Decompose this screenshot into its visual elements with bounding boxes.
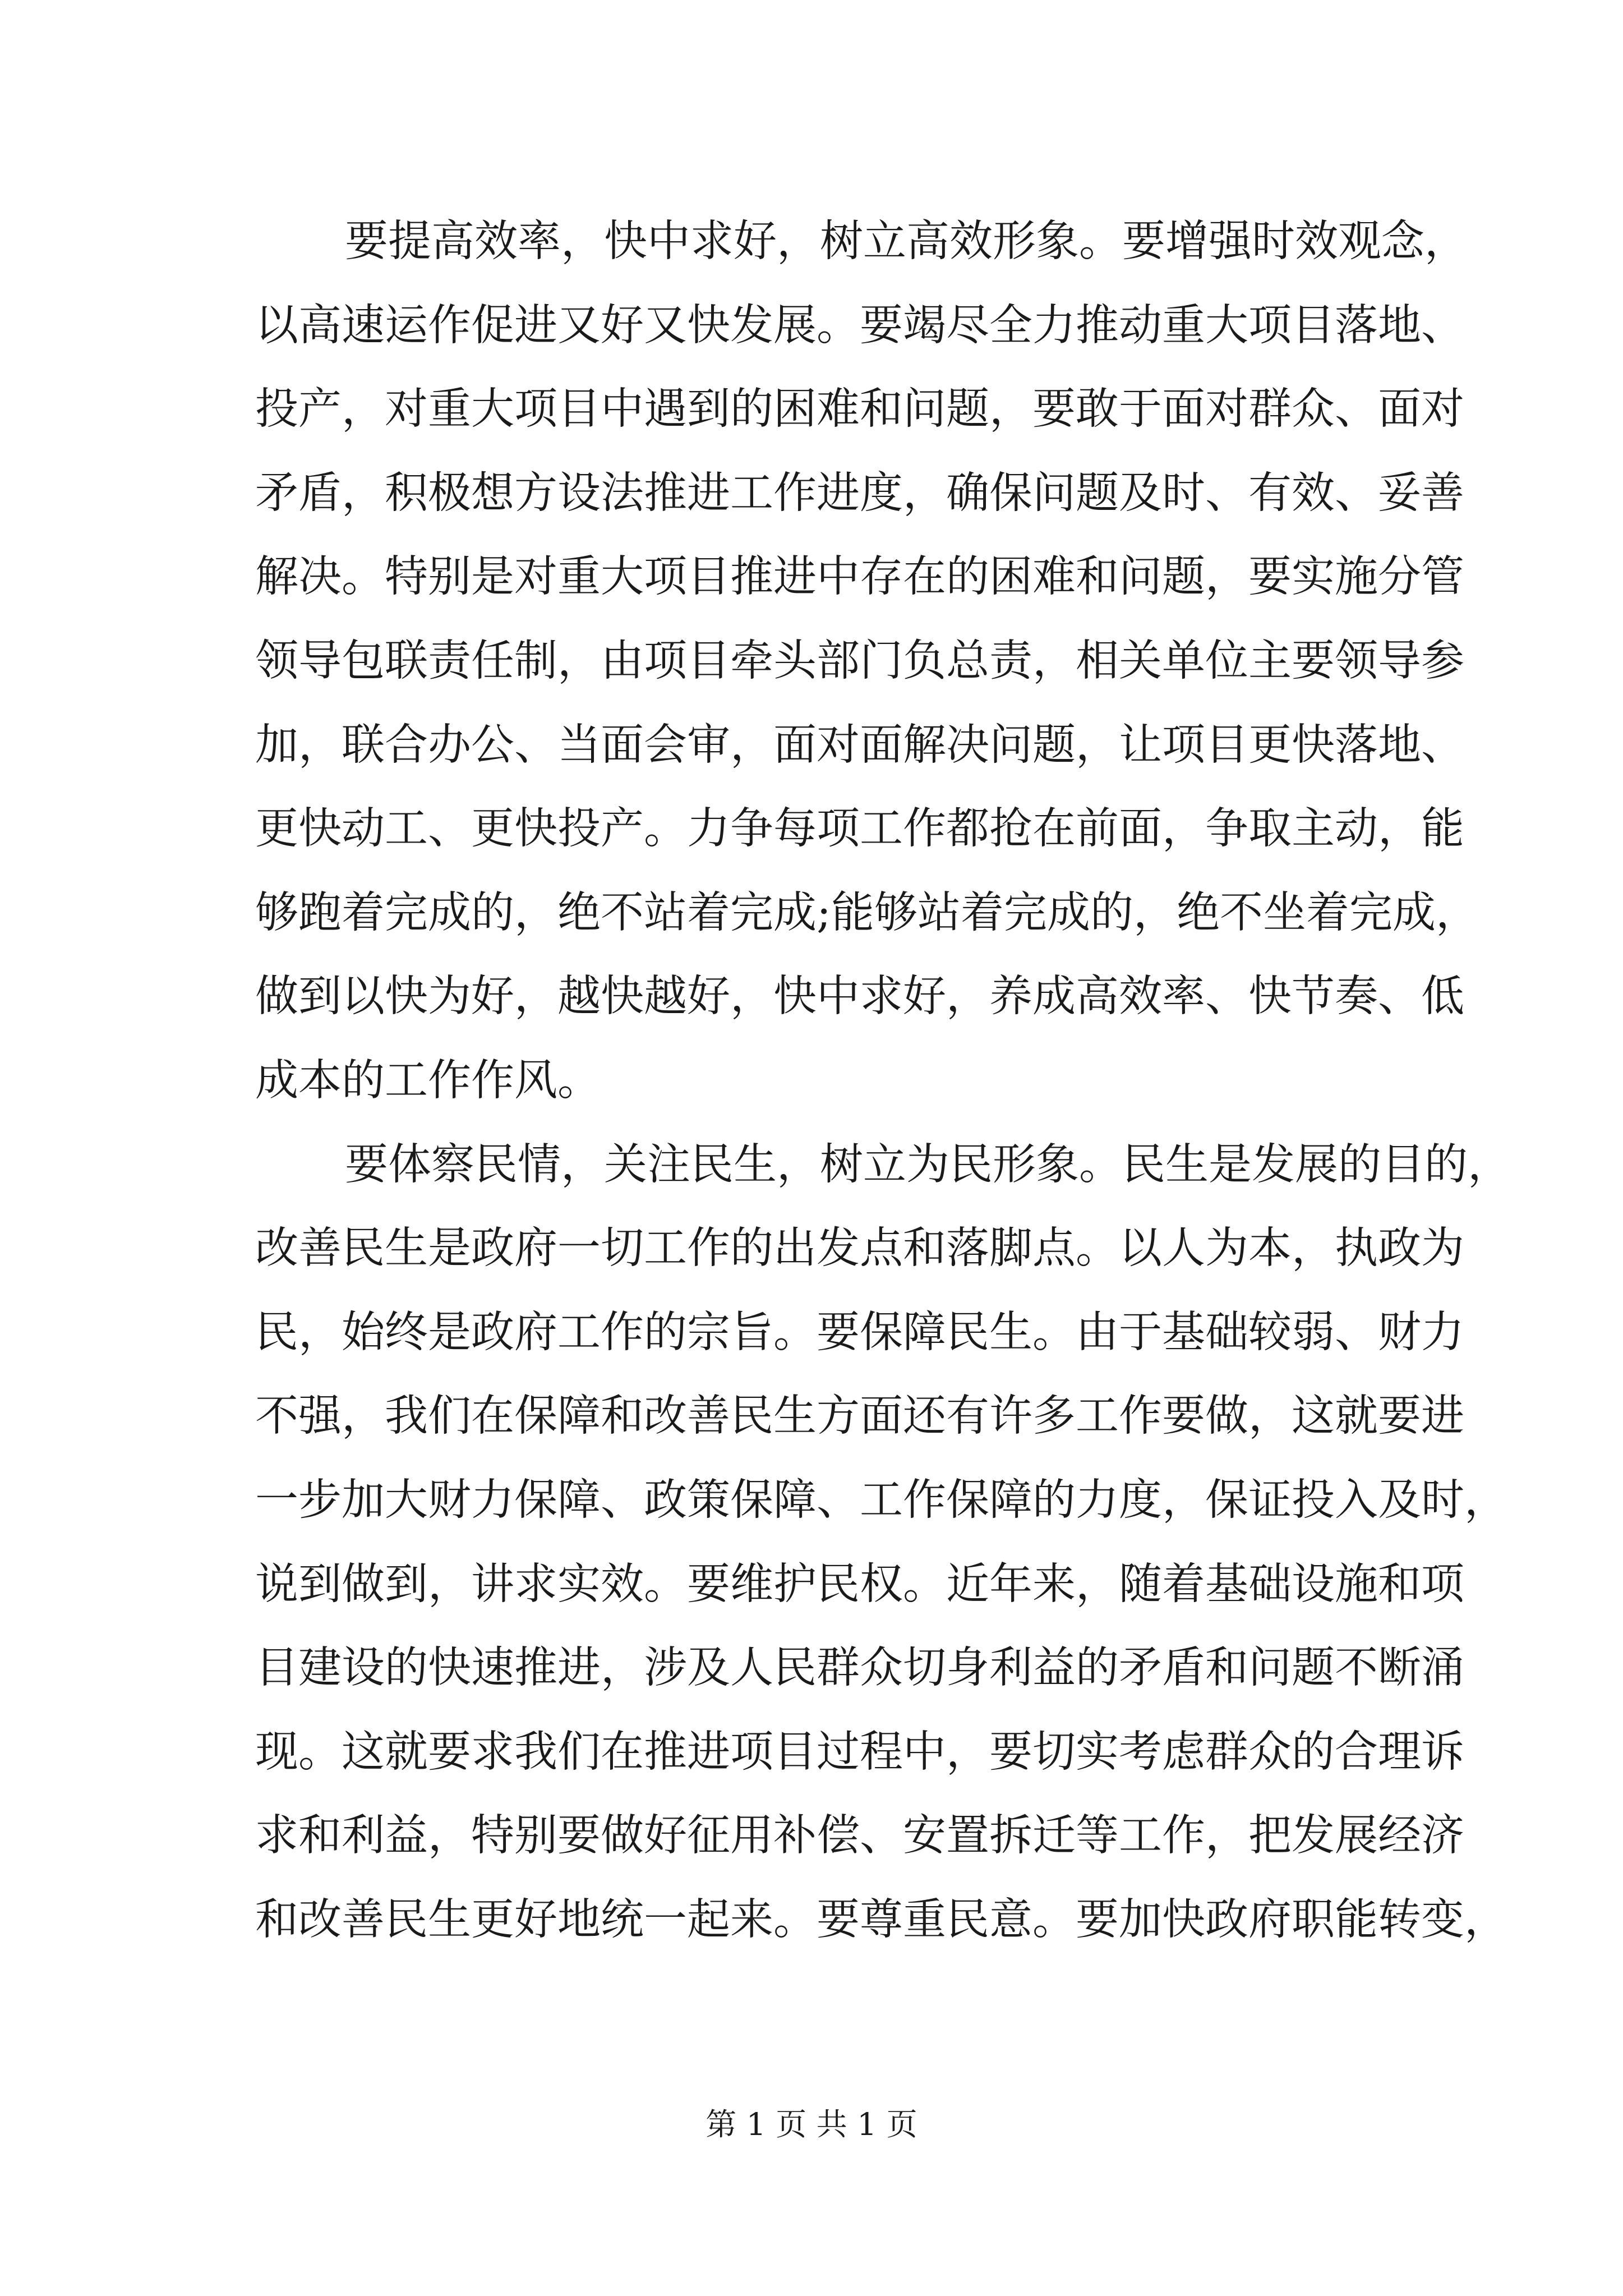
text-line: 改善民生是政府一切工作的出发点和落脚点。以人为本，执政为 bbox=[255, 1223, 1464, 1274]
text-line: 加，联合办公、当面会审，面对面解决问题，让项目更快落地、 bbox=[255, 720, 1464, 770]
text-line: 求和利益，特别要做好征用补偿、安置拆迁等工作，把发展经济 bbox=[255, 1811, 1464, 1861]
text-line: 解决。特别是对重大项目推进中存在的困难和问题，要实施分管 bbox=[255, 552, 1464, 602]
text-line: 民，始终是政府工作的宗旨。要保障民生。由于基础较弱、财力 bbox=[255, 1307, 1464, 1358]
text-line: 领导包联责任制，由项目牵头部门负总责，相关单位主要领导参 bbox=[255, 636, 1464, 686]
text-line: 现。这就要求我们在推进项目过程中，要切实考虑群众的合理诉 bbox=[255, 1727, 1464, 1777]
text-line: 矛盾，积极想方设法推进工作进度，确保问题及时、有效、妥善 bbox=[255, 468, 1464, 518]
text-line: 更快动工、更快投产。力争每项工作都抢在前面，争取主动，能 bbox=[255, 804, 1464, 854]
text-line: 目建设的快速推进，涉及人民群众切身利益的矛盾和问题不断涌 bbox=[255, 1643, 1464, 1694]
text-line: 要体察民情，关注民生，树立为民形象。民生是发展的目的， bbox=[345, 1139, 1511, 1190]
text-line: 不强，我们在保障和改善民生方面还有许多工作要做，这就要进 bbox=[255, 1391, 1464, 1442]
text-line: 做到以快为好，越快越好，快中求好，养成高效率、快节奏、低 bbox=[255, 972, 1464, 1022]
text-line: 一步加大财力保障、政策保障、工作保障的力度，保证投入及时， bbox=[255, 1475, 1507, 1525]
document-body bbox=[255, 200, 1511, 1962]
text-line: 说到做到，讲求实效。要维护民权。近年来，随着基础设施和项 bbox=[255, 1559, 1464, 1609]
text-line: 要提高效率，快中求好，树立高效形象。要增强时效观念， bbox=[345, 217, 1468, 266]
text-line: 成本的工作作风。 bbox=[255, 1055, 601, 1106]
page-footer: 第 1 页 共 1 页 bbox=[706, 2106, 917, 2142]
text-line: 够跑着完成的，绝不站着完成;能够站着完成的，绝不坐着完成， bbox=[255, 887, 1479, 938]
text-line: 和改善民生更好地统一起来。要尊重民意。要加快政府职能转变， bbox=[255, 1894, 1507, 1945]
text-line: 投产，对重大项目中遇到的困难和问题，要敢于面对群众、面对 bbox=[255, 384, 1464, 435]
text-line: 以高速运作促进又好又快发展。要竭尽全力推动重大项目落地、 bbox=[255, 300, 1464, 351]
